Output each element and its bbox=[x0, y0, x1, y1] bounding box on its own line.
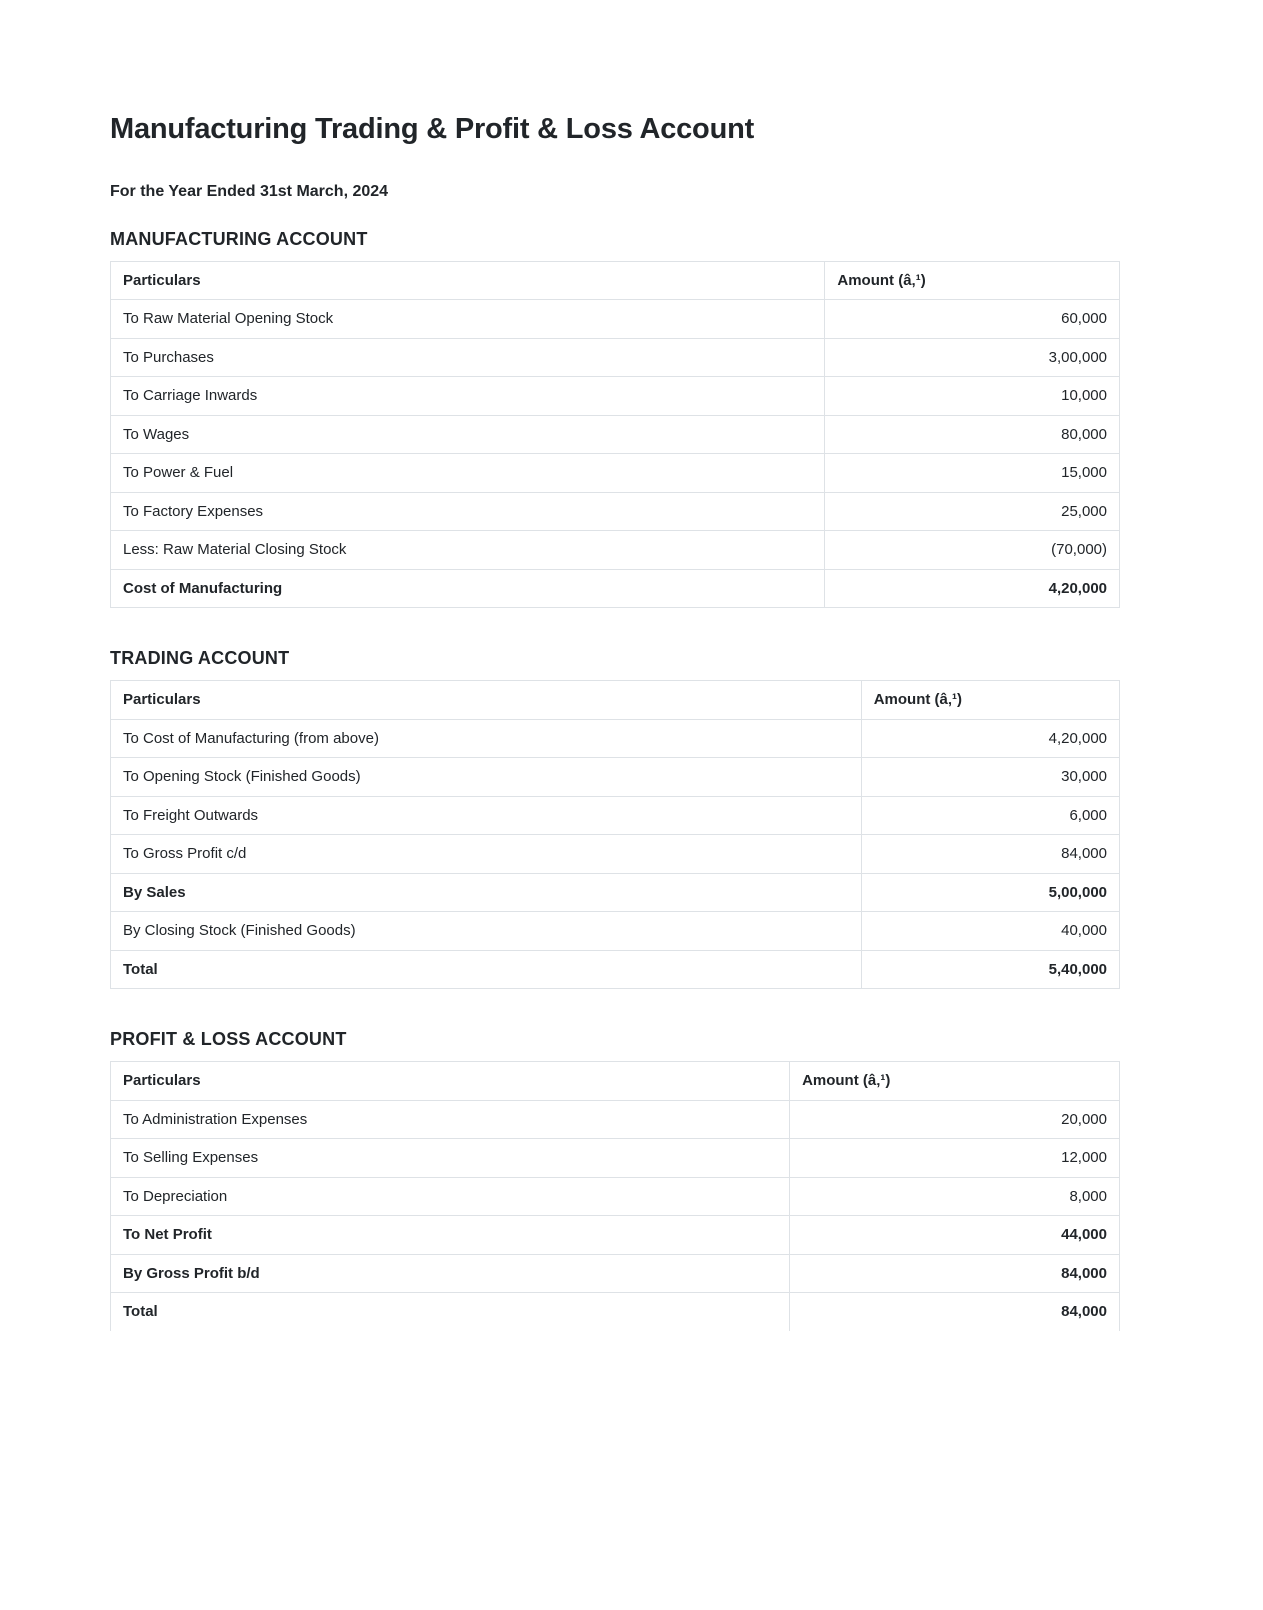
row-label: To Selling Expenses bbox=[111, 1139, 790, 1178]
account-table bbox=[110, 1061, 1120, 1331]
row-label: By Sales bbox=[111, 873, 862, 912]
account-table bbox=[110, 261, 1120, 609]
row-amount: 4,20,000 bbox=[825, 569, 1120, 608]
row-amount: 10,000 bbox=[825, 377, 1120, 416]
table-row bbox=[111, 569, 1120, 608]
section-trading-account bbox=[110, 648, 1120, 989]
row-label: To Cost of Manufacturing (from above) bbox=[111, 719, 862, 758]
row-amount: 84,000 bbox=[861, 835, 1119, 874]
row-label: To Net Profit bbox=[111, 1216, 790, 1255]
report-period: For the Year Ended 31st March, 2024 bbox=[110, 182, 389, 200]
header-row bbox=[111, 681, 1120, 720]
table-row bbox=[111, 415, 1120, 454]
row-amount: 5,40,000 bbox=[861, 950, 1119, 989]
table-row bbox=[111, 454, 1120, 493]
row-label: Total bbox=[111, 1293, 790, 1331]
row-label: To Factory Expenses bbox=[111, 492, 825, 531]
table-row bbox=[111, 719, 1120, 758]
table-row bbox=[111, 835, 1120, 874]
row-amount: (70,000) bbox=[825, 531, 1120, 570]
row-amount: 5,00,000 bbox=[861, 873, 1119, 912]
row-amount: 25,000 bbox=[825, 492, 1120, 531]
section-manufacturing-account bbox=[110, 229, 1120, 609]
table-row bbox=[111, 1100, 1120, 1139]
column-header-particulars: Particulars bbox=[111, 681, 862, 720]
row-label: To Carriage Inwards bbox=[111, 377, 825, 416]
table-row bbox=[111, 1293, 1120, 1331]
table-row bbox=[111, 300, 1120, 339]
row-amount: 84,000 bbox=[790, 1293, 1120, 1331]
row-label: To Opening Stock (Finished Goods) bbox=[111, 758, 862, 797]
section-heading: TRADING ACCOUNT bbox=[110, 648, 290, 669]
row-label: To Gross Profit c/d bbox=[111, 835, 862, 874]
table-row bbox=[111, 492, 1120, 531]
row-amount: 6,000 bbox=[861, 796, 1119, 835]
row-label: To Raw Material Opening Stock bbox=[111, 300, 825, 339]
row-amount: 84,000 bbox=[790, 1254, 1120, 1293]
header-row bbox=[111, 261, 1120, 300]
table-row bbox=[111, 1139, 1120, 1178]
column-header-particulars: Particulars bbox=[111, 1062, 790, 1101]
row-label: To Purchases bbox=[111, 338, 825, 377]
column-header-amount: Amount (â‚¹) bbox=[790, 1062, 1120, 1101]
row-amount: 30,000 bbox=[861, 758, 1119, 797]
row-label: By Closing Stock (Finished Goods) bbox=[111, 912, 862, 951]
row-label: Cost of Manufacturing bbox=[111, 569, 825, 608]
table-row bbox=[111, 338, 1120, 377]
row-amount: 15,000 bbox=[825, 454, 1120, 493]
row-amount: 20,000 bbox=[790, 1100, 1120, 1139]
table-row bbox=[111, 1254, 1120, 1293]
row-label: To Depreciation bbox=[111, 1177, 790, 1216]
row-amount: 40,000 bbox=[861, 912, 1119, 951]
row-amount: 80,000 bbox=[825, 415, 1120, 454]
table-row bbox=[111, 1177, 1120, 1216]
table-row bbox=[111, 758, 1120, 797]
row-label: To Power & Fuel bbox=[111, 454, 825, 493]
row-label: To Freight Outwards bbox=[111, 796, 862, 835]
row-amount: 8,000 bbox=[790, 1177, 1120, 1216]
account-sections bbox=[110, 229, 1120, 1331]
header-row bbox=[111, 1062, 1120, 1101]
table-row bbox=[111, 377, 1120, 416]
row-label: Less: Raw Material Closing Stock bbox=[111, 531, 825, 570]
table-row bbox=[111, 796, 1120, 835]
row-label: To Administration Expenses bbox=[111, 1100, 790, 1139]
row-amount: 12,000 bbox=[790, 1139, 1120, 1178]
column-header-particulars: Particulars bbox=[111, 261, 825, 300]
section-profit-loss-account bbox=[110, 1029, 1120, 1331]
page-title: Manufacturing Trading & Profit & Loss Account bbox=[110, 113, 755, 145]
table-row bbox=[111, 912, 1120, 951]
table-row bbox=[111, 950, 1120, 989]
row-amount: 3,00,000 bbox=[825, 338, 1120, 377]
row-label: To Wages bbox=[111, 415, 825, 454]
row-label: By Gross Profit b/d bbox=[111, 1254, 790, 1293]
table-row bbox=[111, 873, 1120, 912]
account-table bbox=[110, 680, 1120, 989]
row-label: Total bbox=[111, 950, 862, 989]
column-header-amount: Amount (â‚¹) bbox=[861, 681, 1119, 720]
section-heading: PROFIT & LOSS ACCOUNT bbox=[110, 1029, 347, 1050]
row-amount: 60,000 bbox=[825, 300, 1120, 339]
section-heading: MANUFACTURING ACCOUNT bbox=[110, 228, 368, 249]
row-amount: 44,000 bbox=[790, 1216, 1120, 1255]
table-row bbox=[111, 531, 1120, 570]
row-amount: 4,20,000 bbox=[861, 719, 1119, 758]
table-row bbox=[111, 1216, 1120, 1255]
column-header-amount: Amount (â‚¹) bbox=[825, 261, 1120, 300]
